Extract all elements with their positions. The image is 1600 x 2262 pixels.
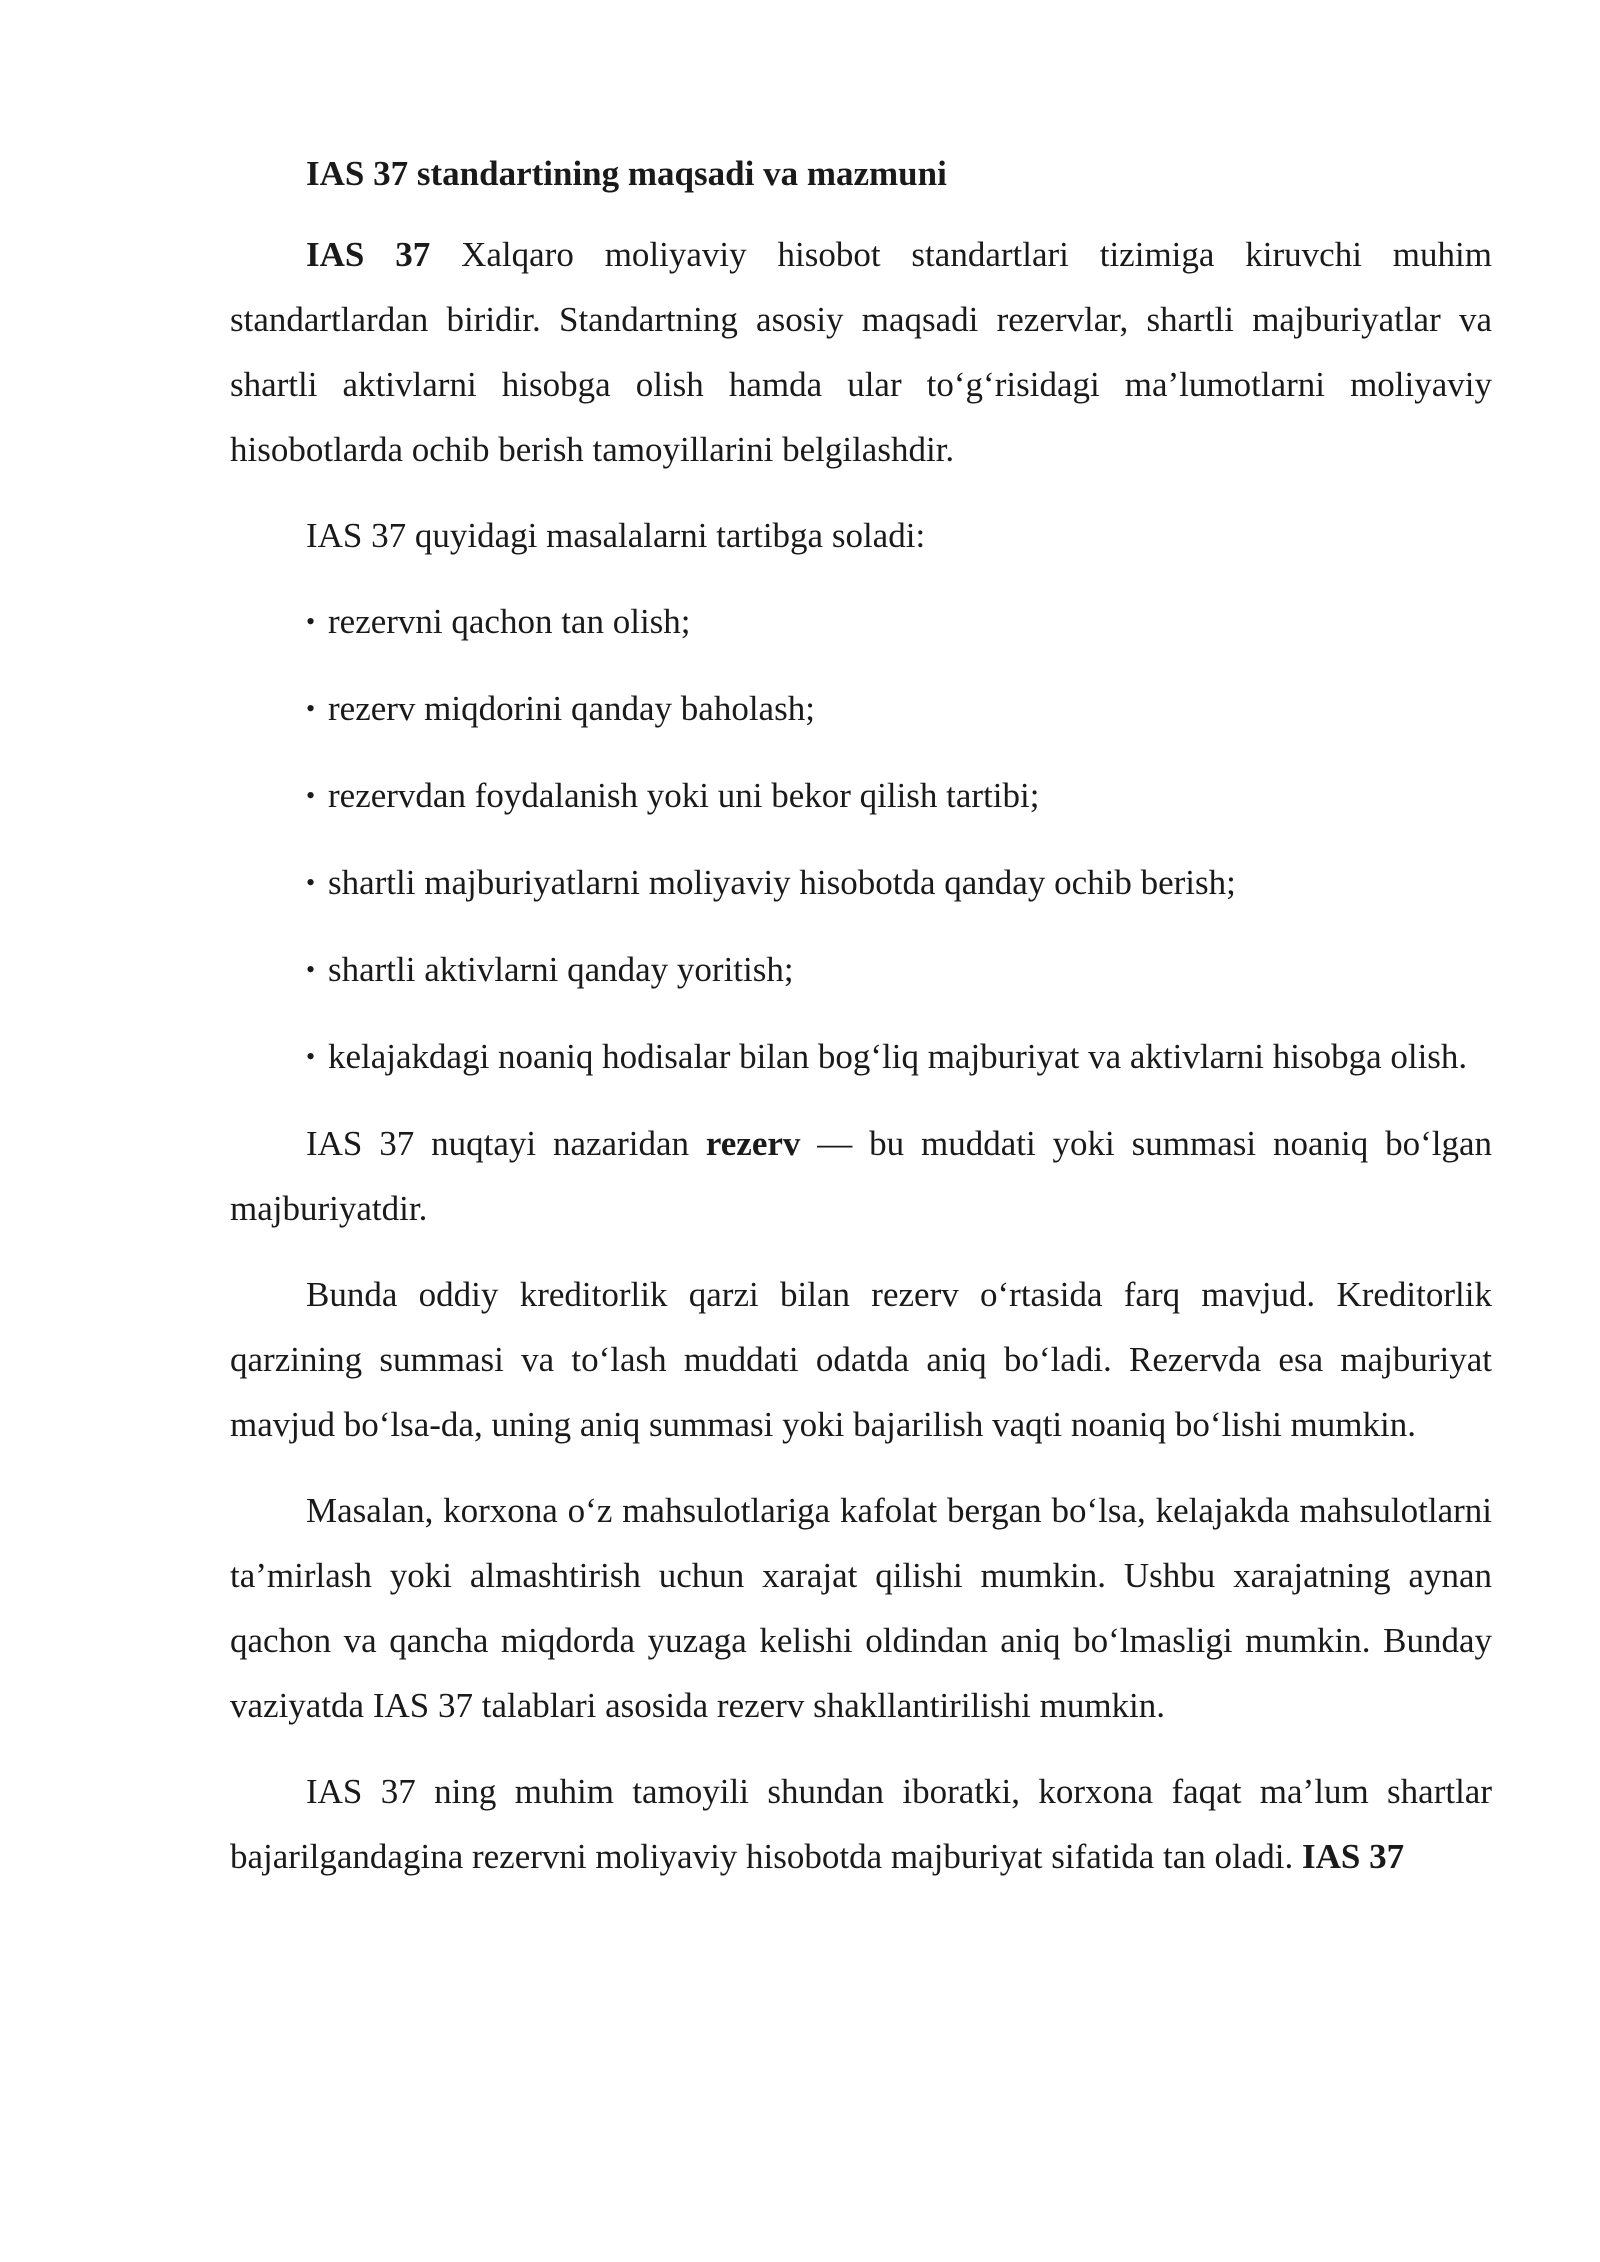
- principle-tail-bold: IAS 37: [1302, 1837, 1405, 1876]
- list-item-text: kelajakdagi noaniq hodisalar bilan bog‘liq majburiyat va aktivlarni hisobga olish.: [328, 1037, 1468, 1076]
- list-item-text: shartli majburiyatlarni moliyaviy hisobotda qanday ochib berish;: [328, 863, 1236, 902]
- difference-paragraph: Bunda oddiy kreditorlik qarzi bilan rezerv o‘rtasida farq mavjud. Kreditorlik qarzining summasi va to‘lash muddati odatda aniq bo‘ladi. Rezervda esa majburiyat mavjud bo‘lsa-da, uning aniq summasi yoki bajarilish vaqti noaniq bo‘lishi mumkin.: [230, 1275, 1492, 1444]
- list-item: [230, 850, 1492, 915]
- reserve-definition-paragraph: [230, 1111, 1492, 1241]
- bullet-icon: •: [306, 955, 316, 984]
- issues-list: [230, 589, 1492, 1089]
- principle-text: IAS 37 ning muhim tamoyili shundan iboratki, korxona faqat ma’lum shartlar bajarilgandagina rezervni moliyaviy hisobotda majburiyat sifatida tan oladi.: [230, 1772, 1492, 1876]
- definition-after: — bu muddati yoki summasi noaniq bo‘lgan majburiyatdir.: [230, 1124, 1492, 1228]
- bullet-icon: •: [306, 694, 316, 723]
- bullet-icon: •: [306, 781, 316, 810]
- document-page: [230, 148, 1492, 1910]
- bullet-icon: •: [306, 607, 316, 636]
- section-title: IAS 37 standartining maqsadi va mazmuni: [306, 154, 947, 193]
- intro-text: Xalqaro moliyaviy hisobot standartlari tizimiga kiruvchi muhim standartlardan biridir. Standartning asosiy maqsadi rezervlar, shartli majburiyatlar va shartli aktivlarni hisobga olish hamda ular to‘g‘risidagi ma’lumotlarni moliyaviy hisobotlarda ochib berish tamoyillarini belgilashdir.: [230, 235, 1492, 469]
- bullet-icon: •: [306, 1042, 316, 1071]
- intro-lead-bold: IAS 37: [306, 235, 431, 274]
- list-item: [230, 1024, 1492, 1089]
- list-item: [230, 589, 1492, 654]
- intro-paragraph: [230, 222, 1492, 482]
- definition-before: IAS 37 nuqtayi nazaridan: [306, 1124, 706, 1163]
- bullet-icon: •: [306, 868, 316, 897]
- definition-bold-term: rezerv: [705, 1124, 801, 1163]
- principle-paragraph: [230, 1759, 1492, 1889]
- list-item: [230, 676, 1492, 741]
- list-item: [230, 937, 1492, 1002]
- list-item-text: rezervdan foydalanish yoki uni bekor qilish tartibi;: [328, 776, 1040, 815]
- list-item: [230, 763, 1492, 828]
- list-item-text: shartli aktivlarni qanday yoritish;: [328, 950, 794, 989]
- example-paragraph: Masalan, korxona o‘z mahsulotlariga kafolat bergan bo‘lsa, kelajakda mahsulotlarni ta’mirlash yoki almashtirish uchun xarajat qilishi mumkin. Ushbu xarajatning aynan qachon va qancha miqdorda yuzaga kelishi oldindan aniq bo‘lmasligi mumkin. Bunday vaziyatda IAS 37 talablari asosida rezerv shakllantirilishi mumkin.: [230, 1491, 1492, 1725]
- list-item-text: rezerv miqdorini qanday baholash;: [328, 689, 815, 728]
- list-item-text: rezervni qachon tan olish;: [328, 602, 691, 641]
- list-intro-paragraph: IAS 37 quyidagi masalalarni tartibga soladi:: [306, 516, 926, 555]
